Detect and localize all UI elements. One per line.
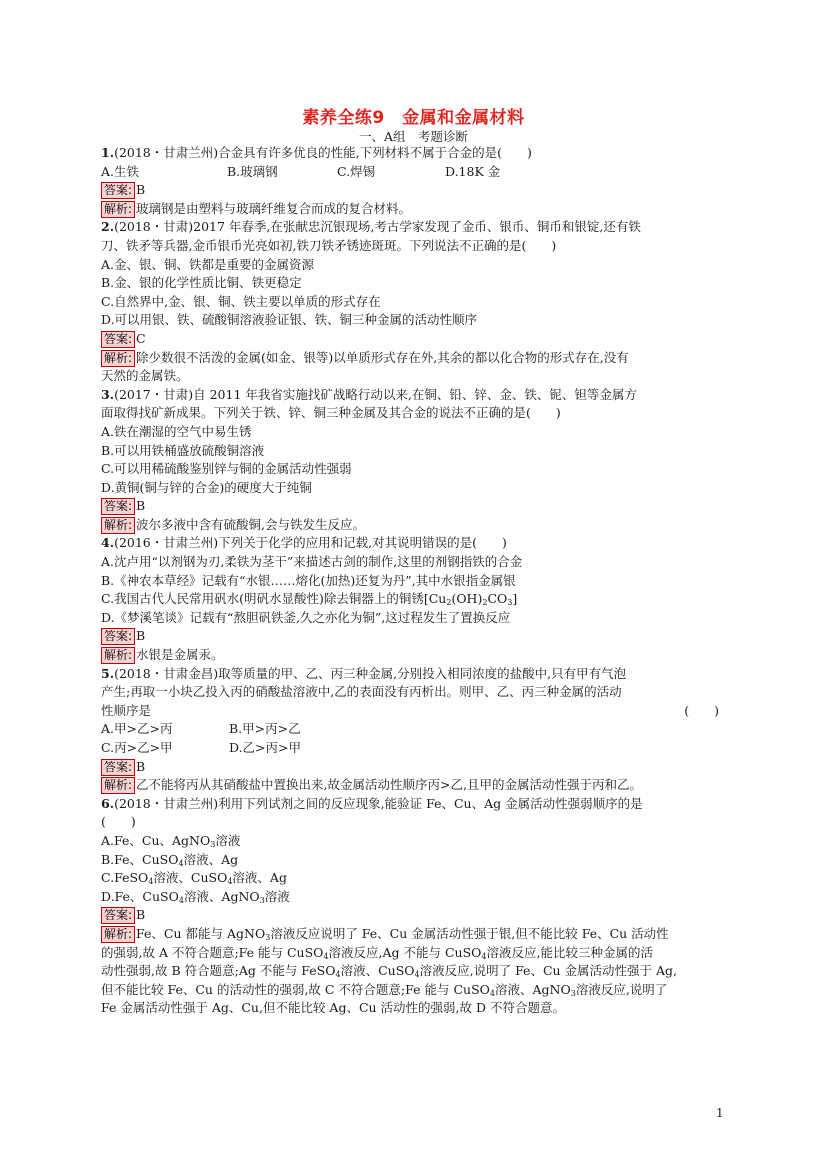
option-a: A.甲>乙>丙 [101,721,173,737]
option-d: D.18K 金 [445,163,501,179]
answer-value: B [136,628,146,644]
option-c: C.焊锡 [337,163,376,179]
answer-tag: 答案: [101,498,135,515]
option-b: B.甲>丙>乙 [229,721,301,737]
analysis-text: 解析: Fe、Cu 都能与 AgNO$_3$溶液反应说明了 Fe、Cu 金属活动性强于银,但不能比较 Fe、Cu 活动性 [101,925,727,944]
options-row [101,720,727,739]
answer-blank: ( ) [101,814,136,830]
analysis-text: 除少数很不活泼的金属(如金、银等)以单质形式存在外,其余的都以化合物的形式存在,没有 [136,349,629,365]
question-stem-cont: 面取得找矿新成果。下列关于铁、锌、铜三种金属及其合金的说法不正确的是( ) [101,405,561,421]
analysis-tag: 解析: [101,777,135,794]
answer-tag: 答案: [101,907,135,924]
question-stem: (2016・甘肃兰州)下列关于化学的应用和记载,对其说明错误的是( ) [114,535,507,551]
answer-tag: 答案: [101,331,135,348]
question-5 [101,665,727,795]
question-number: 3. [101,386,115,402]
analysis-tag: 解析: [101,350,135,367]
question-number: 4. [101,535,115,551]
analysis-text-cont: 天然的金属铁。 [101,368,189,384]
option-b: B.可以用铁桶盛放硫酸铜溶液 [101,442,265,458]
option-c: C.FeSO$_4$溶液、CuSO$_4$溶液、Ag [101,870,287,887]
option-d: D.黄铜(铜与锌的合金)的硬度大于纯铜 [101,479,312,495]
option-a: A.铁在潮湿的空气中易生锈 [101,423,252,439]
answer-tag: 答案: [101,759,135,776]
question-2 [101,218,727,385]
option-a: A.生铁 [101,163,140,179]
analysis-text-cont: 但不能比较 Fe、Cu 的活动性的强弱,故 C 不符合题意;Fe 能与 CuSO$_4$溶液、AgNO$_3$溶液反应,说明了 [101,981,668,998]
answer-tag: 答案: [101,628,135,645]
option-b: B.Fe、CuSO$_4$溶液、Ag [101,851,239,868]
option-b: B.《神农本草经》记载有“水银……熔化(加热)还复为丹”,其中水银指金属银 [101,572,516,588]
analysis-text: 乙不能将丙从其硝酸盐中置换出来,故金属活动性顺序丙>乙,且甲的金属活动性强于丙和乙。 [136,777,642,793]
analysis-tag: 解析: [101,201,135,218]
question-stem-cont: 产生;再取一小块乙投入丙的硝酸盐溶液中,乙的表面没有丙析出。则甲、乙、丙三种金属的活动 [101,684,622,700]
option-a: A.金、银、铜、铁都是重要的金属资源 [101,256,315,272]
options-row [101,739,727,758]
question-stem: (2018・甘肃兰州)利用下列试剂之间的反应现象,能验证 Fe、Cu、Ag 金属活动性强弱顺序的是 [114,795,643,811]
option-b: B.金、银的化学性质比铜、铁更稳定 [101,275,302,291]
analysis-text: 水银是金属汞。 [136,647,224,663]
question-stem-cont: 性顺序是 [101,702,152,718]
answer-blank: ( ) [684,702,719,718]
analysis-tag: 解析: [101,517,135,534]
question-stem: (2018・甘肃金昌)取等质量的甲、乙、丙三种金属,分别投入相同浓度的盐酸中,只有甲有气泡 [114,665,627,681]
option-d: D.可以用银、铁、硫酸铜溶液验证银、铁、铜三种金属的活动性顺序 [101,312,478,328]
analysis-text-cont: 的强弱,故 A 不符合题意;Fe 能与 CuSO$_4$溶液反应,Ag 不能与 CuSO$_4$溶液反应,能比较三种金属的活 [101,944,653,961]
option-d: D.乙>丙>甲 [229,740,301,755]
option-c: C.我国古代人民常用矾水(明矾水显酸性)除去铜器上的铜锈$[Cu_2(OH)_2CO_3]$ [101,591,518,608]
question-stem: (2018・甘肃兰州)合金具有许多优良的性能,下列材料不属于合金的是( ) [114,145,532,160]
option-b: B.玻璃钢 [227,163,278,179]
option-a: A.Fe、Cu、AgNO$_3$溶液 [101,832,241,849]
question-3 [101,386,727,535]
option-c: C.自然界中,金、银、铜、铁主要以单质的形式存在 [101,293,381,309]
options-row [101,163,727,182]
question-number: 6. [101,795,115,811]
option-d: D.《梦溪笔谈》记载有“熬胆矾铁釜,久之亦化为铜”,这过程发生了置换反应 [101,609,511,625]
analysis-text-cont: 动性强弱,故 B 符合题意;Ag 不能与 FeSO$_4$溶液、CuSO$_4$溶液反应,说明了 Fe、Cu 金属活动性强于 Ag, [101,963,678,980]
question-6 [101,795,727,1018]
answer-value: C [136,330,146,346]
page-title: 素养全练9 金属和金属材料 [302,108,525,128]
answer-value: B [136,182,146,198]
question-stem: (2017・甘肃)自 2011 年我省实施找矿战略行动以来,在铜、铅、锌、金、铁、铌、钽等金属方 [114,386,637,402]
page-number: 1 [716,1106,724,1120]
option-a: A.沈卢用“以剂钢为刃,柔铁为茎干”来描述古剑的制作,这里的剂钢指铁的合金 [101,554,523,570]
analysis-text: 波尔多液中含有硫酸铜,会与铁发生反应。 [136,516,366,532]
question-4 [101,534,727,664]
question-number: 5. [101,665,115,681]
question-number: 2. [101,219,115,235]
option-c: C.可以用稀硫酸鉴别锌与铜的金属活动性强弱 [101,461,352,477]
answer-tag: 答案: [101,182,135,199]
analysis-tag: 解析: [101,926,135,943]
question-1 [101,144,727,218]
question-stem-cont: 刀、铁矛等兵器,金币银币光亮如初,铁刀铁矛锈迹斑斑。下列说法不正确的是( ) [101,237,557,253]
question-number: 1. [101,145,115,160]
option-c: C.丙>乙>甲 [101,740,173,755]
analysis-tag: 解析: [101,647,135,664]
option-d: D.Fe、CuSO$_4$溶液、AgNO$_3$溶液 [101,888,290,905]
question-list [101,144,727,1018]
analysis-text-cont: Fe 金属活动性强于 Ag、Cu,但不能比较 Ag、Cu 活动性的强弱,故 D 不符合题意。 [101,1000,565,1016]
answer-value: B [136,498,146,514]
answer-value: B [136,758,146,774]
question-stem: (2018・甘肃)2017 年春季,在张献忠沉银现场,考古学家发现了金币、银币、铜币和银锭,还有铁 [114,219,641,235]
analysis-text: 玻璃钢是由塑料与玻璃纤维复合而成的复合材料。 [136,200,412,216]
section-heading: 一、A组 考题诊断 [358,129,469,144]
answer-value: B [136,907,146,923]
